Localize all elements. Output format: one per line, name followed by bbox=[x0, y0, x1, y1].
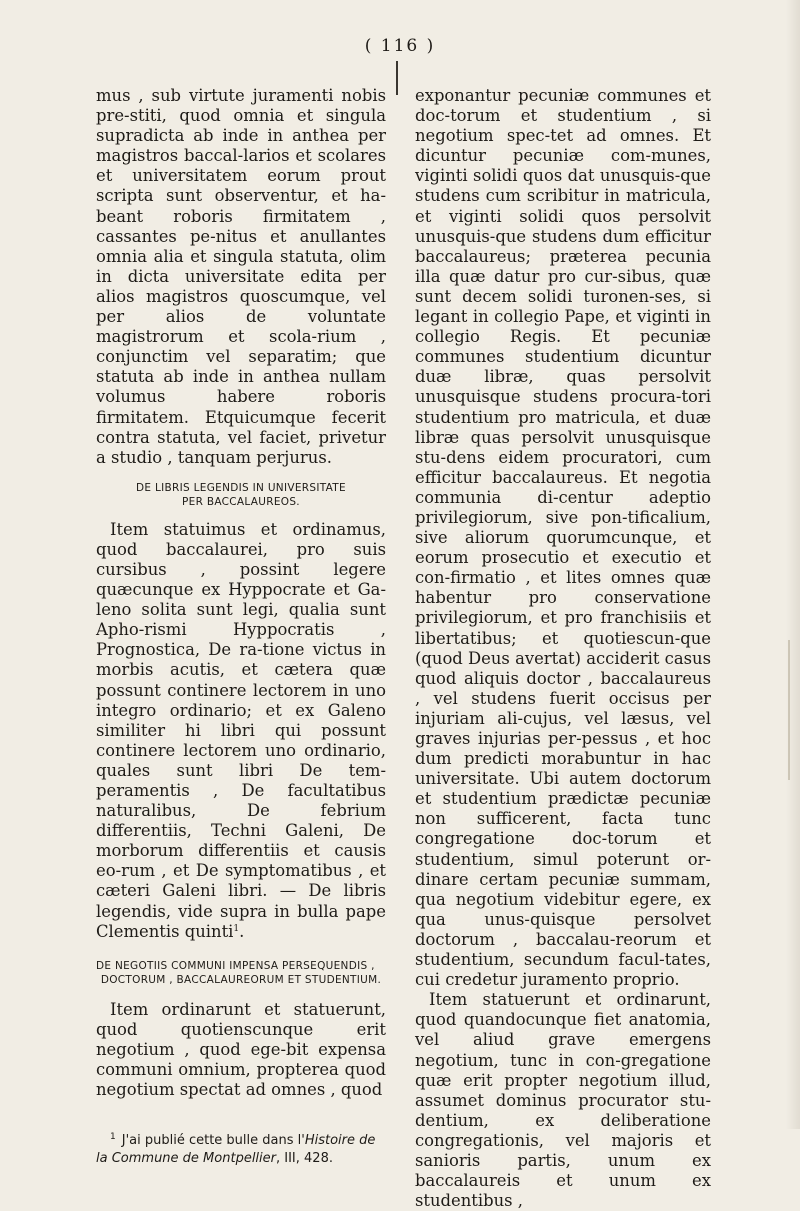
footnote-text: J'ai publié cette bulle dans l' bbox=[121, 1133, 305, 1149]
page-number: ( 116 ) bbox=[364, 36, 436, 56]
heading-line: PER BACCALAUREOS. bbox=[182, 495, 300, 508]
paragraph: exponantur pecuniæ communes et doc-torum et studentium , si negotium spec-tet ad omnes. Et dicuntur pecuniæ com-munes, viginti solidi quos dat unusquis-que studens cum scribitur in matricula, et viginti solidi quos persolvit unusquis-que studens dum efficitur baccalaureus; præterea pecunia illa quæ datur pro cur-sibus, quæ sunt decem solidi turonen-ses, si legant in collegio Pape, et viginti in collegio Regis. Et pecuniæ communes studentium dicuntur duæ libræ, quas persolvit unusquisque studens procura-tori studentium pro matricula, et duæ libræ quas persolvit unusquisque stu-dens eidem procuratori, cum efficitur baccalaureus. Et negotia communia di-centur adeptio privilegiorum, sive pon-tificalium, sive aliorum quorumcunque, et eorum prosecutio et executio et con-firmatio , et lites omnes quæ habentur pro conservatione privilegiorum, et pro franchisiis et libertatibus; et quotiescun-que (quod Deus avertat) acciderit casus quod aliquis doctor , baccalaureus , vel studens fuerit occisus per injuriam ali-cujus, vel læsus, vel graves injurias per-pessus , et hoc dum predicti morabuntur in hac universitate. Ubi autem doctorum et studentium prædictæ pecuniæ non sufficerent, facta tunc congregatione doc-torum et studentium, simul poterunt or-dinare certam pecuniæ summam, qua negotium videbitur egere, ex qua unus-quisque persolvet doctorum , baccalau-reorum et studentium, secundum facul-tates, cui credetur juramento proprio. bbox=[415, 86, 711, 990]
left-column bbox=[96, 86, 386, 1168]
page-fold-shadow bbox=[786, 0, 800, 1129]
heading-line: DE NEGOTIIS COMMUNI IMPENSA PERSEQUENDIS , bbox=[96, 959, 375, 972]
footnote-end: , III, 428. bbox=[276, 1151, 333, 1167]
top-rule bbox=[396, 61, 398, 95]
paragraph: mus , sub virtute juramenti nobis pre-stiti, quod omnia et singula supradicta ab inde in anthea per magistros baccal-larios et scolares et universitatem eorum prout scripta sunt observentur, et ha-beant roboris firmitatem , cassantes pe-nitus et anullantes omnia alia et singula statuta, olim in dicta universitate edita per alios magistros quoscumque, vel per alios de voluntate magistrorum et scola-rium , conjunctim vel separatim; que statuta ab inde in anthea nullam volumus habere roboris firmitatem. Etquicumque fecerit contra statuta, vel faciet, privetur a studio , tanquam perjurus. bbox=[96, 86, 386, 467]
section-heading bbox=[96, 481, 386, 509]
footnote-marker: 1 bbox=[233, 923, 240, 934]
right-column bbox=[415, 86, 711, 1211]
paragraph: Item ordinarunt et statuerunt, quod quotienscunque erit negotium , quod ege-bit expensa communi omnium, propterea quod negotium spectat ad omnes , quod bbox=[96, 999, 386, 1100]
footnote-number: 1 bbox=[110, 1132, 116, 1143]
paragraph bbox=[96, 520, 386, 942]
footnote bbox=[96, 1128, 386, 1168]
paragraph-end: . bbox=[239, 921, 245, 941]
heading-line: DOCTORUM , BACCALAUREORUM ET STUDENTIUM. bbox=[100, 973, 382, 986]
section-heading bbox=[96, 959, 386, 987]
paragraph-text: Item statuimus et ordinamus, quod baccalaurei, pro suis cursibus , possint legere quæcunque ex Hyppocrate et Ga-leno solita sunt legi, qualia sunt Apho-rismi Hyppocratis , Prognostica, De ra-tione victus in morbis acutis, et cætera quæ possunt continere lectorem in uno integro ordinario; et ex Galeno similiter hi libri qui possunt continere lectorem uno ordinario, quales sunt libri De tem-peramentis , De facultatibus naturalibus, De febrium differentiis, Techni Galeni, De morborum differentiis et causis eo-rum , et De symptomatibus , et cæteri Galeni libri. — De libris legendis, vide supra in bulla pape Clementis quinti bbox=[96, 519, 386, 941]
heading-line: DE LIBRIS LEGENDIS IN UNIVERSITATE bbox=[136, 481, 346, 494]
footnote-italic: Histoire de la Commune de Montpellier bbox=[96, 1133, 376, 1167]
paragraph: Item statuerunt et ordinarunt, quod quandocunque fiet anatomia, vel aliud grave emergens negotium, tunc in con-gregatione quæ erit propter negotium illud, assumet dominus procurator stu-dentium, ex deliberatione congregationis, vel majoris et sanioris partis, unum ex baccalaureis et unum ex studentibus , bbox=[415, 990, 711, 1211]
